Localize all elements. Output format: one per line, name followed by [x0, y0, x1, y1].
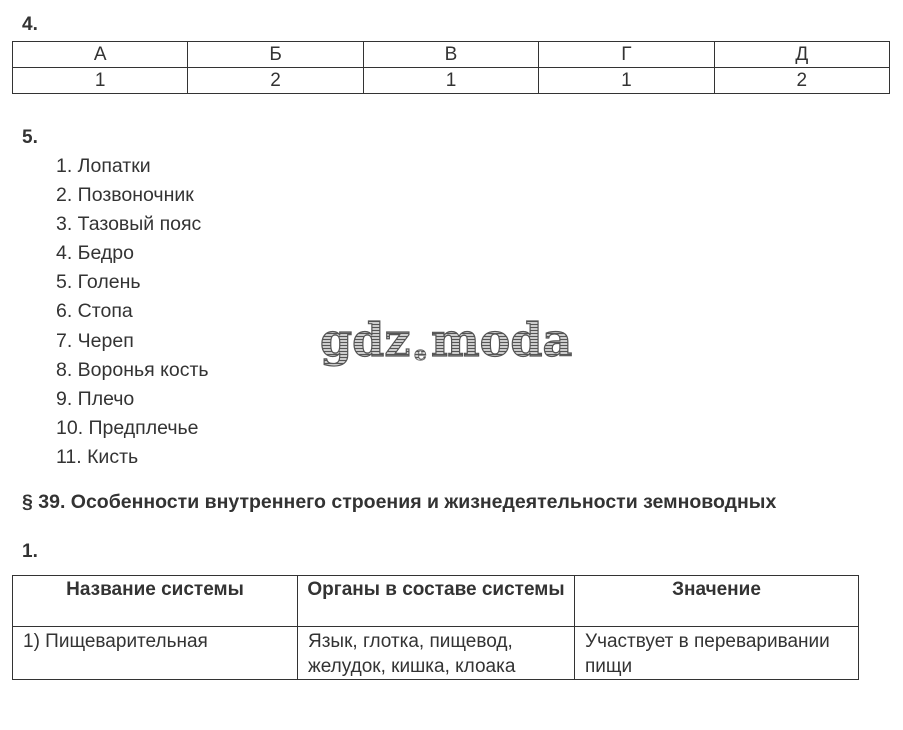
list-item: 4. Бедро [56, 242, 134, 265]
table-cell: Участвует в переваривании пищи [575, 627, 859, 680]
table-cell: 2 [714, 68, 889, 94]
list-item: 9. Плечо [56, 387, 135, 410]
table-header-cell: А [13, 42, 188, 68]
table-cell: 1 [539, 68, 714, 94]
answer-table-task-4 [12, 41, 890, 94]
table-header-cell: В [363, 42, 538, 68]
table-cell: 2 [188, 68, 363, 94]
list-item: 2. Позвоночник [56, 184, 194, 207]
list-item: 10. Предплечье [56, 416, 199, 439]
watermark-text-main: gdz [320, 313, 411, 367]
table-header-row [13, 576, 859, 627]
table-cell: 1 [13, 68, 188, 94]
watermark-logo [318, 308, 578, 378]
list-item: 11. Кисть [56, 445, 139, 468]
watermark-text-small: e [414, 341, 427, 365]
watermark-text-end: moda [431, 313, 573, 367]
table-row [13, 68, 890, 94]
task-1-number: 1. [22, 541, 38, 562]
list-item: 6. Стопа [56, 300, 133, 323]
list-item: 3. Тазовый пояс [56, 213, 202, 236]
table-header-row [13, 42, 890, 68]
list-item: 5. Голень [56, 271, 141, 294]
list-item: 1. Лопатки [56, 155, 151, 177]
task-5-number: 5. [22, 127, 38, 148]
skeleton-parts-list [56, 154, 209, 474]
table-row [13, 627, 859, 680]
table-header-cell: Органы в составе системы [298, 576, 575, 627]
list-item: 7. Череп [56, 329, 134, 352]
section-title: § 39. Особенности внутреннего строения и жизнедеятельности земноводных [22, 491, 777, 513]
table-header-cell: Б [188, 42, 363, 68]
list-item: 8. Воронья кость [56, 358, 209, 381]
table-cell: 1) Пищеварительная [13, 627, 298, 680]
organ-systems-table [12, 575, 859, 680]
table-header-cell: Д [714, 42, 889, 68]
table-header-cell: Название системы [13, 576, 298, 627]
table-cell: 1 [363, 68, 538, 94]
table-header-cell: Значение [575, 576, 859, 627]
task-4-number: 4. [22, 14, 38, 35]
table-header-cell: Г [539, 42, 714, 68]
table-cell: Язык, глотка, пищевод, желудок, кишка, клоака [298, 627, 575, 680]
